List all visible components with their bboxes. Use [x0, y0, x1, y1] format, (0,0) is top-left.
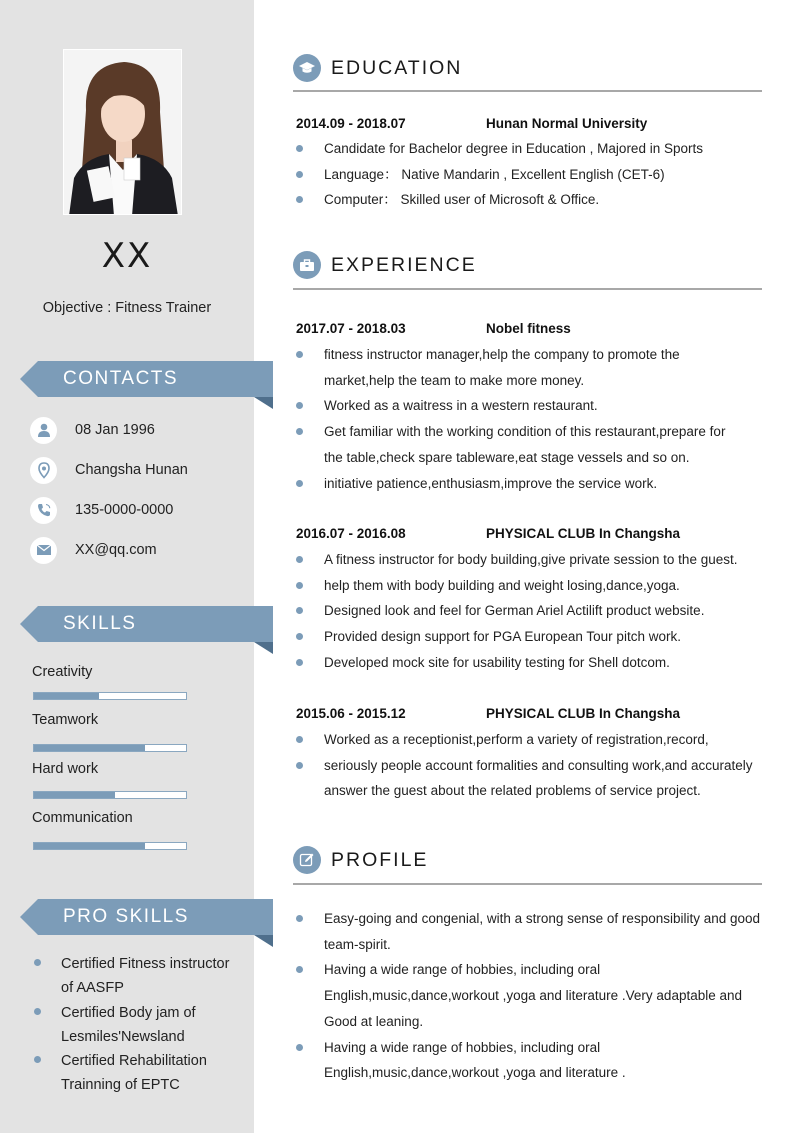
experience-header	[293, 251, 762, 281]
education-bullets	[296, 136, 762, 213]
skill-fill	[34, 792, 115, 798]
ribbon-fold	[254, 935, 273, 947]
graduation-cap-icon	[293, 54, 321, 82]
bullet-dot	[34, 1056, 41, 1063]
pro-skill-text: Certified Fitness instructor of AASFP	[61, 956, 230, 996]
entry-org: Nobel fitness	[486, 321, 571, 336]
education-entry-head	[296, 116, 648, 131]
education-title: EDUCATION	[331, 57, 463, 79]
skill-fill	[34, 843, 145, 849]
list-item: Developed mock site for usability testing for Shell dotcom.	[296, 650, 762, 676]
contacts-title: CONTACTS	[63, 368, 179, 389]
contact-email	[30, 536, 157, 564]
entry-date: 2015.06 - 2015.12	[296, 706, 406, 721]
contact-text: XX@qq.com	[75, 542, 157, 558]
experience-bullets	[296, 342, 762, 496]
ribbon-fold	[254, 397, 273, 409]
ribbon-fold	[254, 642, 273, 654]
ribbon-band	[20, 606, 273, 642]
profile-photo	[63, 49, 182, 215]
edit-pencil-icon	[293, 846, 321, 874]
skill-label: Hard work	[32, 761, 99, 777]
list-item: Designed look and feel for German Ariel Actilift product website.	[296, 598, 762, 624]
phone-icon	[30, 497, 57, 524]
skill-bar	[33, 842, 187, 850]
list-item: Worked as a waitress in a western restaurant.	[296, 393, 762, 419]
section-divider	[293, 883, 762, 885]
list-item: help them with body building and weight losing,dance,yoga.	[296, 573, 762, 599]
pro-skill-text: Certified Body jam of Lesmiles'Newsland	[61, 1005, 196, 1045]
profile-header	[293, 846, 762, 876]
pro-skill-text: Certified Rehabilitation Trainning of EPTC	[61, 1053, 207, 1093]
bullet-dot	[34, 959, 41, 966]
skill-label: Creativity	[32, 664, 93, 680]
entry-org: PHYSICAL CLUB In Changsha	[486, 526, 681, 541]
list-item: A fitness instructor for body building,give private session to the guest.	[296, 547, 762, 573]
skills-header	[20, 606, 273, 642]
list-item: Easy-going and congenial, with a strong sense of responsibility and good team-spirit.	[296, 906, 762, 957]
candidate-name: XX	[101, 236, 153, 276]
skill-bar	[33, 791, 187, 799]
contacts-header	[20, 361, 273, 397]
profile-title: PROFILE	[331, 849, 429, 871]
contact-text: 135-0000-0000	[75, 502, 174, 518]
pro-skill-item	[34, 1001, 234, 1049]
experience-bullets	[296, 727, 762, 804]
skill-label: Teamwork	[32, 712, 99, 728]
experience-title: EXPERIENCE	[331, 254, 477, 276]
bullet-dot	[34, 1008, 41, 1015]
section-divider	[293, 288, 762, 290]
list-item: Candidate for Bachelor degree in Education , Majored in Sports	[296, 136, 762, 162]
contact-phone	[30, 496, 173, 524]
experience-entry-head	[296, 321, 571, 336]
profile-bullets	[296, 906, 762, 1086]
contact-location	[30, 456, 188, 484]
entry-date: 2014.09 - 2018.07	[296, 116, 406, 131]
experience-entry-head	[296, 706, 681, 721]
contact-birthday	[30, 416, 155, 444]
skill-fill	[34, 693, 99, 699]
education-header	[293, 54, 762, 84]
list-item: Computer： Skilled user of Microsoft & Office.	[296, 187, 762, 213]
experience-bullets	[296, 547, 762, 676]
skill-label: Communication	[32, 810, 133, 826]
user-icon	[30, 417, 57, 444]
list-item: Language： Native Mandarin , Excellent English (CET-6)	[296, 162, 762, 188]
contact-text: 08 Jan 1996	[75, 422, 155, 438]
section-divider	[293, 90, 762, 92]
list-item: initiative patience,enthusiasm,improve the service work.	[296, 471, 762, 497]
skill-bar	[33, 744, 187, 752]
sidebar	[0, 0, 254, 1133]
objective: Objective : Fitness Trainer	[42, 300, 212, 316]
location-pin-icon	[30, 457, 57, 484]
entry-org: Hunan Normal University	[486, 116, 648, 131]
pro-skills-header	[20, 899, 273, 935]
skills-title: SKILLS	[63, 613, 137, 634]
list-item: seriously people account formalities and consulting work,and accurately answer the guest about the related problems of service project.	[296, 753, 762, 804]
briefcase-icon	[293, 251, 321, 279]
skill-bar	[33, 692, 187, 700]
contact-text: Changsha Hunan	[75, 462, 188, 478]
list-item: Get familiar with the working condition of this restaurant,prepare for the table,check spare tableware,eat stage vessels and so on.	[296, 419, 762, 470]
pro-skill-item	[34, 1049, 234, 1097]
list-item: Provided design support for PGA European Tour pitch work.	[296, 624, 762, 650]
list-item: Having a wide range of hobbies, including oral English,music,dance,workout ,yoga and literature .	[296, 1035, 762, 1086]
mail-icon	[30, 537, 57, 564]
pro-skills-title: PRO SKILLS	[63, 906, 189, 927]
pro-skill-item	[34, 952, 234, 1000]
list-item: Worked as a receptionist,perform a variety of registration,record,	[296, 727, 762, 753]
list-item: fitness instructor manager,help the company to promote the market,help the team to make more money.	[296, 342, 762, 393]
entry-org: PHYSICAL CLUB In Changsha	[486, 706, 681, 721]
list-item: Having a wide range of hobbies, including oral English,music,dance,workout ,yoga and literature .Very adaptable and Good at leaning.	[296, 957, 762, 1034]
entry-date: 2016.07 - 2016.08	[296, 526, 406, 541]
skill-fill	[34, 745, 145, 751]
experience-entry-head	[296, 526, 681, 541]
entry-date: 2017.07 - 2018.03	[296, 321, 406, 336]
